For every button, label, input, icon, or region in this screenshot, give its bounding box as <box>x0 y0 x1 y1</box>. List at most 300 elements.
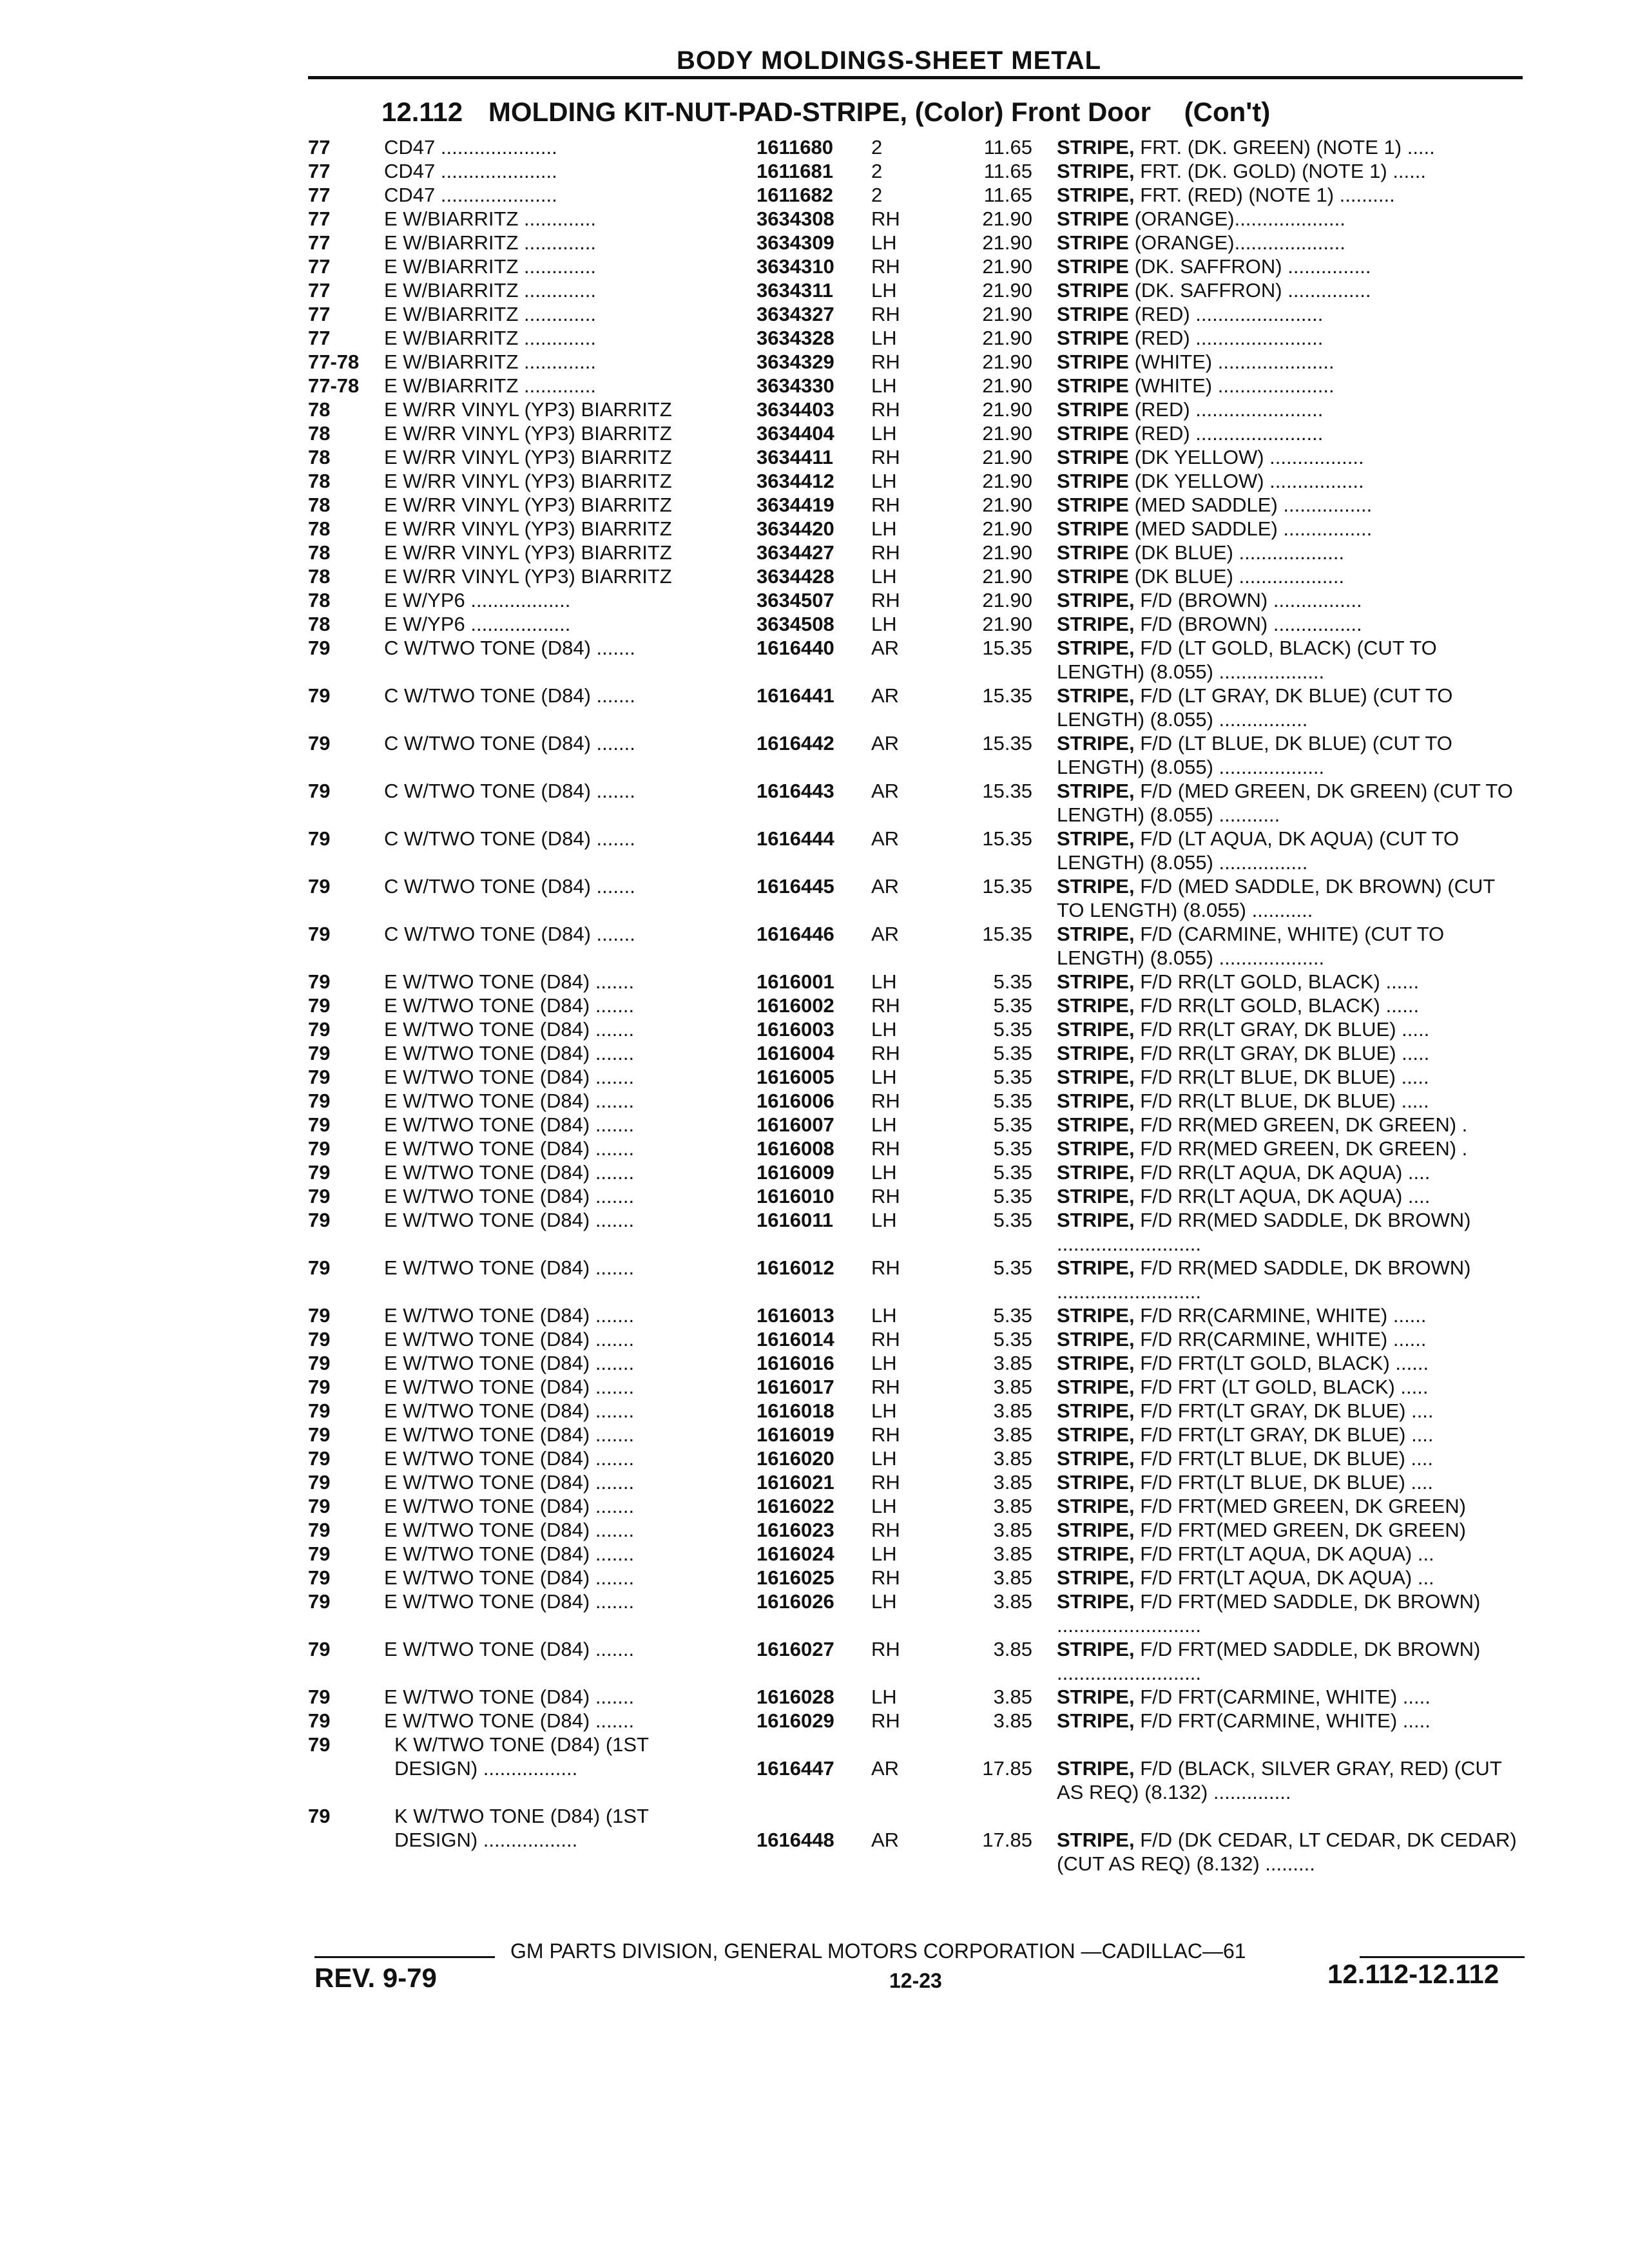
series-description: C W/TWO TONE (D84) ....... <box>384 875 635 898</box>
group-title: MOLDING KIT-NUT-PAD-STRIPE, (Color) Front Door <box>488 97 1151 127</box>
part-number: 1616016 <box>757 1352 834 1374</box>
list-price: 15.35 <box>982 875 1032 898</box>
part-name-keyword: STRIPE <box>1057 279 1129 302</box>
quantity-side: RH <box>871 1471 900 1494</box>
series-description: E W/TWO TONE (D84) ....... <box>384 1304 635 1327</box>
part-number: 1611681 <box>757 160 833 182</box>
model-year: 79 <box>308 1542 331 1565</box>
quantity-side: LH <box>871 422 897 445</box>
list-price: 21.90 <box>982 613 1032 635</box>
quantity-side: RH <box>871 398 900 421</box>
part-name <box>1057 350 1521 374</box>
part-name-detail: FRT. (DK. GOLD) (NOTE 1) ...... <box>1134 160 1426 182</box>
list-price: 5.35 <box>993 1018 1032 1041</box>
part-name-detail: F/D (BLACK, SILVER GRAY, RED) (CUT AS REQ) (8.132) .............. <box>1057 1757 1502 1803</box>
part-number: 3634403 <box>757 398 834 421</box>
quantity-side: LH <box>871 1018 897 1041</box>
model-year: 77 <box>308 231 331 254</box>
part-name-detail: F/D FRT(LT AQUA, DK AQUA) ... <box>1134 1542 1434 1565</box>
part-row <box>0 493 1629 517</box>
list-price: 21.90 <box>982 398 1032 421</box>
part-name-keyword: STRIPE, <box>1057 1686 1135 1708</box>
list-price: 21.90 <box>982 541 1032 564</box>
series-description: E W/TWO TONE (D84) ....... <box>384 1590 635 1613</box>
part-number: 1616442 <box>757 732 834 754</box>
part-name <box>1057 1494 1521 1518</box>
part-row <box>0 588 1629 612</box>
list-price: 21.90 <box>982 279 1032 302</box>
part-name-detail: (RED) ....................... <box>1128 422 1324 445</box>
part-name-keyword: STRIPE, <box>1057 136 1135 159</box>
model-year: 78 <box>308 565 331 588</box>
parts-list <box>0 135 1629 1876</box>
model-year: 78 <box>308 541 331 564</box>
part-number: 1616447 <box>757 1757 834 1780</box>
part-name-keyword: STRIPE, <box>1057 994 1135 1017</box>
model-year: 79 <box>308 1304 331 1327</box>
part-number: 1616443 <box>757 780 834 802</box>
part-row <box>0 1494 1629 1518</box>
section-title: BODY MOLDINGS-SHEET METAL <box>677 46 1102 75</box>
quantity-side: RH <box>871 1256 900 1279</box>
part-row <box>0 1041 1629 1065</box>
part-name-detail: F/D FRT (LT GOLD, BLACK) ..... <box>1134 1376 1429 1398</box>
list-price: 5.35 <box>993 1113 1032 1136</box>
part-name-detail: F/D FRT(CARMINE, WHITE) ..... <box>1134 1709 1431 1732</box>
part-row <box>0 1089 1629 1113</box>
part-row <box>0 731 1629 779</box>
part-name-detail: F/D FRT(CARMINE, WHITE) ..... <box>1134 1686 1431 1708</box>
part-name-detail: F/D (CARMINE, WHITE) (CUT TO LENGTH) (8.055) ................... <box>1057 923 1445 969</box>
series-description: E W/TWO TONE (D84) ....... <box>384 1256 635 1279</box>
series-description: E W/TWO TONE (D84) ....... <box>384 1638 635 1660</box>
model-year: 78 <box>308 589 331 611</box>
part-name <box>1057 1518 1521 1542</box>
list-price: 5.35 <box>993 1066 1032 1088</box>
part-name <box>1057 183 1521 207</box>
model-year: 79 <box>308 637 331 659</box>
model-year: 79 <box>308 1471 331 1494</box>
series-description: E W/TWO TONE (D84) ....... <box>384 1209 635 1231</box>
part-name <box>1057 684 1521 731</box>
part-name-keyword: STRIPE, <box>1057 1352 1135 1374</box>
quantity-side: AR <box>871 923 900 945</box>
part-number: 1616020 <box>757 1447 834 1470</box>
quantity-side: RH <box>871 1519 900 1541</box>
model-year: 79 <box>308 1447 331 1470</box>
part-row <box>0 970 1629 994</box>
part-name-keyword: STRIPE, <box>1057 1471 1135 1494</box>
part-row <box>0 255 1629 278</box>
list-price: 21.90 <box>982 374 1032 397</box>
part-name-keyword: STRIPE, <box>1057 1185 1135 1207</box>
series-description: K W/TWO TONE (D84) (1ST DESIGN) ................. <box>394 1805 649 1851</box>
quantity-side: RH <box>871 351 900 373</box>
part-number: 3634328 <box>757 327 834 349</box>
part-row <box>0 1208 1629 1256</box>
part-row <box>0 421 1629 445</box>
part-name-keyword: STRIPE, <box>1057 1566 1135 1589</box>
part-name <box>1057 469 1521 493</box>
part-name-detail: (DK BLUE) ................... <box>1128 541 1345 564</box>
part-name <box>1057 255 1521 278</box>
part-name-detail: F/D (BROWN) ................ <box>1134 613 1362 635</box>
quantity-side: RH <box>871 541 900 564</box>
part-name-detail: F/D (MED SADDLE, DK BROWN) (CUT TO LENGTH) (8.055) ........... <box>1057 875 1495 921</box>
series-description: E W/TWO TONE (D84) ....... <box>384 1328 635 1350</box>
part-name-keyword: STRIPE, <box>1057 1495 1135 1517</box>
model-year: 79 <box>308 684 331 707</box>
part-name-detail: F/D (LT GRAY, DK BLUE) (CUT TO LENGTH) (8.055) ................ <box>1057 684 1453 731</box>
part-name-detail: (WHITE) ..................... <box>1128 351 1335 373</box>
part-name-keyword: STRIPE, <box>1057 1829 1135 1851</box>
list-price: 5.35 <box>993 1042 1032 1064</box>
part-name-detail: (RED) ....................... <box>1128 327 1324 349</box>
part-row <box>0 1137 1629 1160</box>
quantity-side: LH <box>871 1161 897 1184</box>
quantity-side: AR <box>871 637 900 659</box>
part-name-keyword: STRIPE <box>1057 231 1129 254</box>
part-name <box>1057 1017 1521 1041</box>
part-number: 1616013 <box>757 1304 834 1327</box>
part-name-keyword: STRIPE, <box>1057 1638 1135 1660</box>
part-name-keyword: STRIPE, <box>1057 1161 1135 1184</box>
list-price: 5.35 <box>993 1090 1032 1112</box>
list-price: 11.65 <box>983 184 1032 206</box>
footer-division: GM PARTS DIVISION, GENERAL MOTORS CORPORATION —CADILLAC—61 <box>510 1939 1246 1963</box>
part-name-keyword: STRIPE, <box>1057 1304 1135 1327</box>
part-name-detail: F/D FRT(MED SADDLE, DK BROWN) .......................... <box>1057 1590 1481 1637</box>
page-number: 12-23 <box>889 1969 942 1992</box>
quantity-side: LH <box>871 970 897 993</box>
part-name-detail: F/D FRT(MED SADDLE, DK BROWN) .......................... <box>1057 1638 1481 1684</box>
part-name <box>1057 1137 1521 1160</box>
revision-label: REV. 9-79 <box>314 1963 437 1993</box>
model-year: 79 <box>308 732 331 754</box>
list-price: 5.35 <box>993 1304 1032 1327</box>
part-row <box>0 278 1629 302</box>
part-name <box>1057 1446 1521 1470</box>
list-price: 21.90 <box>982 494 1032 516</box>
part-name <box>1057 207 1521 231</box>
series-description: E W/TWO TONE (D84) ....... <box>384 1709 635 1732</box>
quantity-side: LH <box>871 1209 897 1231</box>
model-year: 77-78 <box>308 374 360 397</box>
part-number: 1616010 <box>757 1185 834 1207</box>
model-year: 79 <box>308 1137 331 1160</box>
part-name-keyword: STRIPE <box>1057 517 1129 540</box>
series-description: E W/TWO TONE (D84) ....... <box>384 1399 635 1422</box>
part-name <box>1057 1065 1521 1089</box>
part-name-keyword: STRIPE, <box>1057 1757 1135 1780</box>
model-year: 77-78 <box>308 351 360 373</box>
series-description: E W/TWO TONE (D84) ....... <box>384 1113 635 1136</box>
quantity-side: LH <box>871 613 897 635</box>
list-price: 3.85 <box>993 1423 1032 1446</box>
part-name <box>1057 135 1521 159</box>
list-price: 3.85 <box>993 1447 1032 1470</box>
series-description: CD47 ..................... <box>384 136 557 159</box>
part-row <box>0 827 1629 874</box>
part-name-keyword: STRIPE, <box>1057 1328 1135 1350</box>
model-year: 79 <box>308 875 331 898</box>
part-number: 1616445 <box>757 875 834 898</box>
model-year: 79 <box>308 1423 331 1446</box>
model-year: 79 <box>308 1066 331 1088</box>
part-name <box>1057 398 1521 421</box>
part-name <box>1057 612 1521 636</box>
series-description: E W/TWO TONE (D84) ....... <box>384 1352 635 1374</box>
quantity-side: RH <box>871 1376 900 1398</box>
part-name-keyword: STRIPE <box>1057 303 1129 325</box>
list-price: 3.85 <box>993 1686 1032 1708</box>
part-number: 1616025 <box>757 1566 834 1589</box>
part-number: 3634327 <box>757 303 834 325</box>
quantity-side: LH <box>871 1304 897 1327</box>
part-name-keyword: STRIPE, <box>1057 1399 1135 1422</box>
part-row <box>0 1256 1629 1303</box>
list-price: 15.35 <box>982 923 1032 945</box>
list-price: 21.90 <box>982 446 1032 468</box>
part-name <box>1057 1685 1521 1709</box>
series-description: E W/TWO TONE (D84) ....... <box>384 994 635 1017</box>
part-row <box>0 1518 1629 1542</box>
part-name-detail: (DK. SAFFRON) ............... <box>1128 255 1371 278</box>
part-name <box>1057 588 1521 612</box>
part-row <box>0 1184 1629 1208</box>
model-year: 77 <box>308 136 331 159</box>
list-price: 3.85 <box>993 1352 1032 1374</box>
quantity-side: LH <box>871 1399 897 1422</box>
part-name-detail: F/D (BROWN) ................ <box>1134 589 1362 611</box>
part-row <box>0 922 1629 970</box>
series-description: E W/BIARRITZ ............. <box>384 327 596 349</box>
quantity-side: RH <box>871 1709 900 1732</box>
series-description: E W/RR VINYL (YP3) BIARRITZ <box>384 422 672 445</box>
part-name <box>1057 517 1521 541</box>
part-number: 1616027 <box>757 1638 834 1660</box>
part-name <box>1057 1709 1521 1733</box>
quantity-side: LH <box>871 565 897 588</box>
part-row <box>0 1470 1629 1494</box>
part-number: 1616008 <box>757 1137 834 1160</box>
model-year: 79 <box>308 1733 331 1756</box>
part-row <box>0 1733 1629 1804</box>
part-name-keyword: STRIPE, <box>1057 923 1135 945</box>
part-name-keyword: STRIPE, <box>1057 732 1135 754</box>
part-number: 3634508 <box>757 613 834 635</box>
model-year: 79 <box>308 827 331 850</box>
part-number: 3634427 <box>757 541 834 564</box>
model-year: 79 <box>308 1709 331 1732</box>
part-name-detail: F/D RR(LT GRAY, DK BLUE) ..... <box>1134 1018 1430 1041</box>
part-number: 1616002 <box>757 994 834 1017</box>
quantity-side: LH <box>871 374 897 397</box>
part-row <box>0 1446 1629 1470</box>
part-row <box>0 1303 1629 1327</box>
part-row <box>0 183 1629 207</box>
model-year: 79 <box>308 1376 331 1398</box>
part-name-detail: F/D (LT AQUA, DK AQUA) (CUT TO LENGTH) (8.055) ................ <box>1057 827 1460 874</box>
part-name <box>1057 1303 1521 1327</box>
list-price: 15.35 <box>982 684 1032 707</box>
series-description: E W/TWO TONE (D84) ....... <box>384 1423 635 1446</box>
list-price: 11.65 <box>983 160 1032 182</box>
quantity-side: RH <box>871 255 900 278</box>
part-name-detail: F/D RR(MED GREEN, DK GREEN) . <box>1134 1137 1468 1160</box>
part-name <box>1057 636 1521 684</box>
part-number: 1616012 <box>757 1256 834 1279</box>
part-name <box>1057 1423 1521 1446</box>
part-name <box>1057 1399 1521 1423</box>
quantity-side: RH <box>871 994 900 1017</box>
series-description: K W/TWO TONE (D84) (1ST DESIGN) ................. <box>394 1733 649 1780</box>
part-name-keyword: STRIPE <box>1057 565 1129 588</box>
list-price: 5.35 <box>993 1185 1032 1207</box>
part-number: 1616018 <box>757 1399 834 1422</box>
part-number: 1616017 <box>757 1376 834 1398</box>
part-name-detail: F/D FRT(LT GRAY, DK BLUE) .... <box>1134 1399 1434 1422</box>
list-price: 15.35 <box>982 732 1032 754</box>
model-year: 79 <box>308 1161 331 1184</box>
list-price: 3.85 <box>993 1519 1032 1541</box>
part-name <box>1057 1160 1521 1184</box>
part-number: 1616026 <box>757 1590 834 1613</box>
part-name-detail: (DK YELLOW) ................. <box>1128 446 1364 468</box>
series-description: E W/TWO TONE (D84) ....... <box>384 1185 635 1207</box>
quantity-side: AR <box>871 780 900 802</box>
part-number: 3634420 <box>757 517 834 540</box>
part-name-detail: F/D FRT(LT GOLD, BLACK) ...... <box>1134 1352 1429 1374</box>
series-description: E W/TWO TONE (D84) ....... <box>384 1066 635 1088</box>
part-name-detail: F/D FRT(LT BLUE, DK BLUE) .... <box>1134 1447 1433 1470</box>
quantity-side: 2 <box>871 184 883 206</box>
part-number: 1616029 <box>757 1709 834 1732</box>
part-name <box>1057 445 1521 469</box>
part-name-keyword: STRIPE, <box>1057 589 1135 611</box>
part-name-keyword: STRIPE, <box>1057 1376 1135 1398</box>
list-price: 3.85 <box>993 1709 1032 1732</box>
series-description: E W/BIARRITZ ............. <box>384 351 596 373</box>
part-name-detail: F/D FRT(LT GRAY, DK BLUE) .... <box>1134 1423 1434 1446</box>
series-description: E W/TWO TONE (D84) ....... <box>384 1447 635 1470</box>
model-year: 79 <box>308 1328 331 1350</box>
part-name-keyword: STRIPE, <box>1057 184 1135 206</box>
part-name-keyword: STRIPE, <box>1057 780 1135 802</box>
list-price: 3.85 <box>993 1495 1032 1517</box>
part-name <box>1057 922 1521 970</box>
model-year: 79 <box>308 994 331 1017</box>
model-year: 77 <box>308 184 331 206</box>
part-number: 1616007 <box>757 1113 834 1136</box>
part-name-keyword: STRIPE <box>1057 374 1129 397</box>
part-row <box>0 326 1629 350</box>
group-number: 12.112 <box>381 97 463 127</box>
series-description: C W/TWO TONE (D84) ....... <box>384 732 635 754</box>
quantity-side: RH <box>871 589 900 611</box>
part-number: 1616022 <box>757 1495 834 1517</box>
part-name <box>1057 1184 1521 1208</box>
model-year: 78 <box>308 517 331 540</box>
part-name-detail: FRT. (DK. GREEN) (NOTE 1) ..... <box>1134 136 1435 159</box>
part-row <box>0 636 1629 684</box>
model-year: 79 <box>308 1590 331 1613</box>
quantity-side: AR <box>871 827 900 850</box>
part-name <box>1057 421 1521 445</box>
part-number: 1616023 <box>757 1519 834 1541</box>
part-name <box>1057 1470 1521 1494</box>
list-price: 3.85 <box>993 1376 1032 1398</box>
series-description: E W/BIARRITZ ............. <box>384 255 596 278</box>
part-row <box>0 1327 1629 1351</box>
part-name-keyword: STRIPE, <box>1057 1137 1135 1160</box>
part-name-detail: F/D RR(LT GOLD, BLACK) ...... <box>1134 970 1420 993</box>
quantity-side: LH <box>871 1590 897 1613</box>
quantity-side: RH <box>871 446 900 468</box>
part-name-keyword: STRIPE <box>1057 470 1129 492</box>
part-name-detail: F/D RR(CARMINE, WHITE) ...... <box>1134 1304 1427 1327</box>
quantity-side: RH <box>871 1042 900 1064</box>
part-number: 1616024 <box>757 1542 834 1565</box>
quantity-side: LH <box>871 1066 897 1088</box>
part-name-keyword: STRIPE, <box>1057 637 1135 659</box>
model-year: 79 <box>308 1256 331 1279</box>
part-name-detail: FRT. (RED) (NOTE 1) .......... <box>1134 184 1395 206</box>
list-price: 3.85 <box>993 1590 1032 1613</box>
series-description: CD47 ..................... <box>384 160 557 182</box>
model-year: 79 <box>308 1566 331 1589</box>
part-name-detail: F/D RR(LT GOLD, BLACK) ...... <box>1134 994 1420 1017</box>
series-description: E W/TWO TONE (D84) ....... <box>384 1090 635 1112</box>
quantity-side: LH <box>871 1686 897 1708</box>
series-description: C W/TWO TONE (D84) ....... <box>384 780 635 802</box>
part-name-keyword: STRIPE, <box>1057 1519 1135 1541</box>
part-number: 3634329 <box>757 351 834 373</box>
part-name-detail: (DK. SAFFRON) ............... <box>1128 279 1371 302</box>
part-name <box>1057 159 1521 183</box>
quantity-side: LH <box>871 517 897 540</box>
model-year: 79 <box>308 1399 331 1422</box>
part-number: 1616014 <box>757 1328 834 1350</box>
part-number: 3634310 <box>757 255 834 278</box>
part-name-detail: F/D (LT BLUE, DK BLUE) (CUT TO LENGTH) (8.055) ................... <box>1057 732 1452 778</box>
quantity-side: LH <box>871 327 897 349</box>
part-row <box>0 350 1629 374</box>
part-name <box>1057 231 1521 255</box>
list-price: 3.85 <box>993 1399 1032 1422</box>
part-name-keyword: STRIPE, <box>1057 1447 1135 1470</box>
quantity-side: RH <box>871 1566 900 1589</box>
series-description: E W/BIARRITZ ............. <box>384 303 596 325</box>
quantity-side: AR <box>871 1757 900 1780</box>
part-row <box>0 684 1629 731</box>
part-row <box>0 1375 1629 1399</box>
model-year: 78 <box>308 470 331 492</box>
series-description: E W/RR VINYL (YP3) BIARRITZ <box>384 541 672 564</box>
list-price: 3.85 <box>993 1638 1032 1660</box>
series-description: E W/TWO TONE (D84) ....... <box>384 1376 635 1398</box>
part-row <box>0 231 1629 255</box>
series-description: E W/TWO TONE (D84) ....... <box>384 1686 635 1708</box>
part-number: 3634428 <box>757 565 834 588</box>
part-name <box>1057 827 1521 874</box>
part-number: 3634411 <box>757 446 833 468</box>
part-name-detail: F/D RR(LT GRAY, DK BLUE) ..... <box>1134 1042 1430 1064</box>
model-year: 79 <box>308 1018 331 1041</box>
quantity-side: RH <box>871 207 900 230</box>
series-description: E W/BIARRITZ ............. <box>384 207 596 230</box>
part-row <box>0 159 1629 183</box>
